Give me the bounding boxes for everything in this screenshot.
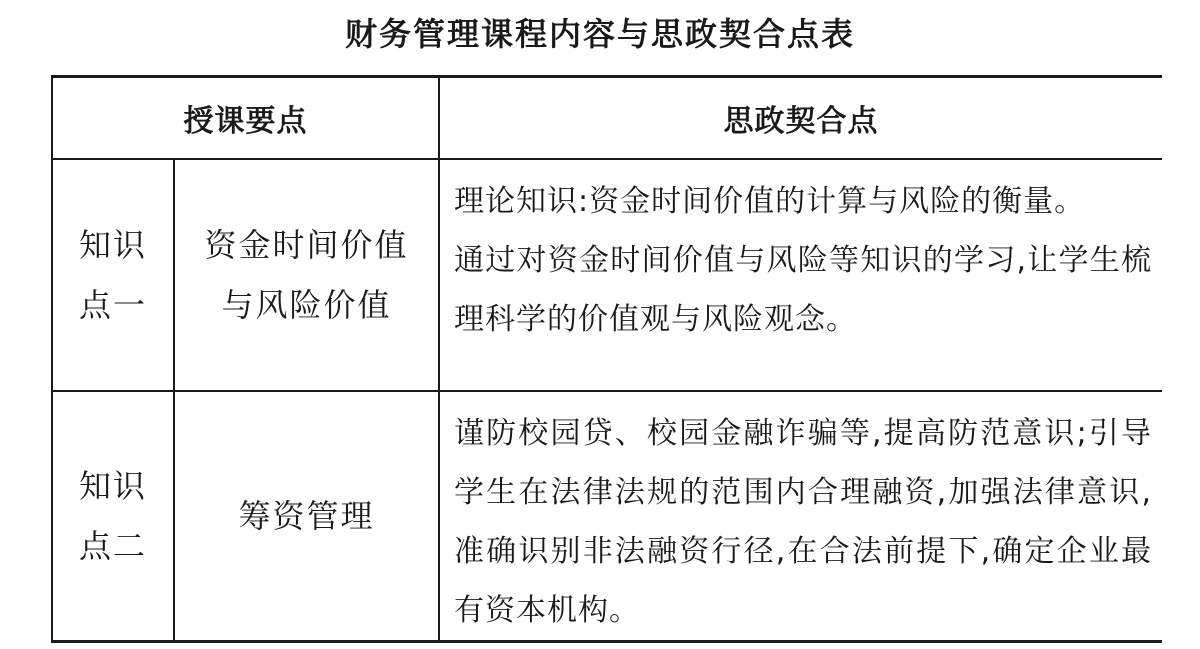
header-ideology-points: 思政契合点 (439, 77, 1162, 160)
course-ideology-table (51, 75, 1162, 643)
content-paragraph: 通过对资金时间价值与风险等知识的学习,让学生梳理科学的价值观与风险观念。 (454, 243, 1152, 337)
content-cell (439, 159, 1162, 391)
knowledge-label-line: 知识 (78, 467, 147, 505)
table-title: 财务管理课程内容与思政契合点表 (344, 15, 855, 53)
topic-line: 与风险价值 (221, 286, 392, 324)
knowledge-label-line: 点一 (78, 286, 147, 324)
topic-cell (174, 159, 439, 391)
header-teaching-points: 授课要点 (52, 77, 439, 160)
table-row (52, 159, 1162, 391)
knowledge-label-cell (52, 391, 174, 642)
table-row (52, 391, 1162, 642)
knowledge-label-line: 点二 (78, 527, 147, 565)
topic-line: 资金时间价值 (204, 226, 409, 264)
knowledge-label-cell (52, 159, 174, 391)
content-cell (439, 391, 1162, 642)
knowledge-label-line: 知识 (78, 226, 147, 264)
content-paragraph: 理论知识:资金时间价值的计算与风险的衡量。 (454, 184, 1086, 219)
topic-line: 筹资管理 (238, 497, 375, 535)
topic-cell (174, 391, 439, 642)
content-paragraph: 谨防校园贷、校园金融诈骗等,提高防范意识;引导学生在法律法规的范围内合理融资,加强法律意识,准确识别非法融资行径,在合法前提下,确定企业最有资本机构。 (454, 416, 1152, 628)
header-row (52, 77, 1162, 160)
